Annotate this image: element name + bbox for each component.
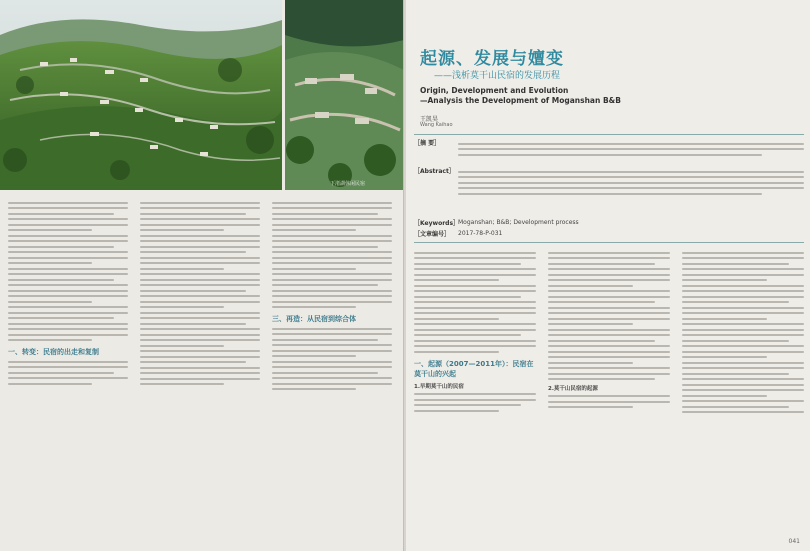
left-section-heading: 一、转变：民宿的出走和复制 bbox=[8, 348, 99, 356]
keywords-block bbox=[414, 218, 804, 228]
left-column-2 bbox=[140, 198, 260, 389]
article-number-label: ［文章编号］ bbox=[414, 231, 451, 238]
right-subsection-2-heading: 2.莫干山民宿的起源 bbox=[548, 385, 598, 392]
hillside-village-photo bbox=[0, 0, 282, 190]
author-name-english: Wang Kaihao bbox=[420, 122, 453, 128]
right-subsection-1-heading: 1.早期莫干山的民宿 bbox=[414, 383, 464, 390]
right-body-text bbox=[414, 248, 804, 538]
page-number: 041 bbox=[788, 538, 800, 545]
left-page bbox=[0, 0, 404, 551]
right-page bbox=[406, 0, 810, 551]
left-section-3-heading: 三、再造：从民宿到综合体 bbox=[272, 315, 356, 323]
abstract-label: ［摘 要］ bbox=[414, 140, 441, 147]
meta-rule bbox=[414, 242, 804, 243]
left-body-text bbox=[8, 198, 398, 528]
article-title-english: Origin, Development and Evolution bbox=[420, 86, 569, 95]
keywords-label: ［Keywords］ bbox=[414, 220, 460, 227]
right-section-1-heading: 一、起源（2007—2011年）：民宿在莫干山的兴起 bbox=[414, 359, 534, 378]
abstract-en-label: ［Abstract］ bbox=[414, 168, 455, 175]
author-name: 王凯昊 bbox=[420, 116, 439, 123]
photo-caption: 下渚湖休闲民宿 bbox=[330, 181, 366, 187]
article-title: 起源、发展与嬗变 bbox=[420, 49, 564, 69]
abstract-en-block bbox=[414, 166, 804, 206]
article-number-block bbox=[414, 229, 804, 239]
article-number-value: 2017-78-P-031 bbox=[458, 230, 503, 237]
right-column-2 bbox=[548, 248, 670, 412]
header-rule bbox=[414, 134, 804, 135]
abstract-block bbox=[414, 138, 804, 164]
article-subtitle: ——浅析莫干山民宿的发展历程 bbox=[434, 71, 561, 81]
left-column-1 bbox=[8, 198, 128, 388]
right-column-1 bbox=[414, 248, 536, 415]
left-column-3 bbox=[272, 198, 392, 394]
keywords-value: Moganshan; B&B; Development process bbox=[458, 219, 579, 226]
mountain-resort-photo bbox=[285, 0, 404, 190]
article-subtitle-english: —Analysis the Development of Moganshan B&B bbox=[420, 96, 621, 105]
right-column-3 bbox=[682, 248, 804, 417]
